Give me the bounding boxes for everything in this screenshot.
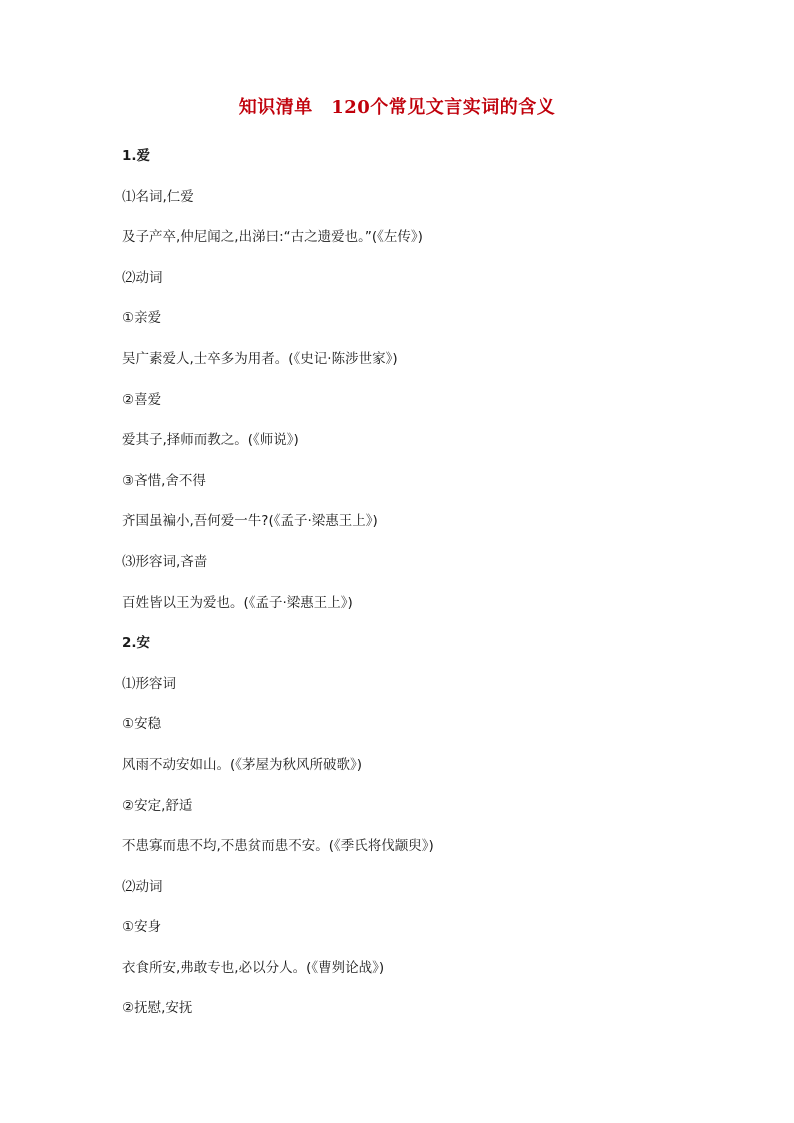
sense-label: ⑵动词 <box>122 878 163 895</box>
entry-heading: 1.爱 <box>122 148 151 164</box>
page-title: 知识清单 120个常见文言实词的含义 <box>238 97 556 118</box>
example-sentence: 风雨不动安如山。(《茅屋为秋风所破歌》) <box>122 756 363 773</box>
sense-label: ①安稳 <box>122 716 162 733</box>
example-sentence: 爱其子,择师而教之。(《师说》) <box>122 432 299 449</box>
sense-label: ⑶形容词,吝啬 <box>122 553 208 570</box>
example-sentence: 及子产卒,仲尼闻之,出涕曰:“古之遗爱也。”(《左传》) <box>122 229 423 246</box>
example-sentence: 百姓皆以王为爱也。(《孟子·梁惠王上》) <box>122 594 353 611</box>
example-sentence: 衣食所安,弗敢专也,必以分人。(《曹刿论战》) <box>122 959 385 976</box>
example-sentence: 吴广素爱人,士卒多为用者。(《史记·陈涉世家》) <box>122 350 398 367</box>
sense-label: ⑴形容词 <box>122 675 176 692</box>
sense-label: ⑴名词,仁爱 <box>122 188 194 205</box>
sense-label: ③吝惜,舍不得 <box>122 472 206 489</box>
sense-label: ①亲爱 <box>122 310 162 327</box>
sense-label: ②安定,舒适 <box>122 797 193 814</box>
sense-label: ①安身 <box>122 919 162 936</box>
entry-heading: 2.安 <box>122 635 151 652</box>
sense-label: ②喜爱 <box>122 391 162 408</box>
example-sentence: 不患寡而患不均,不患贫而患不安。(《季氏将伐颛臾》) <box>122 838 434 855</box>
document-body <box>122 144 682 1037</box>
example-sentence: 齐国虽褊小,吾何爱一牛?(《孟子·梁惠王上》) <box>122 513 378 530</box>
sense-label: ②抚慰,安抚 <box>122 1000 193 1017</box>
sense-label: ⑵动词 <box>122 269 163 286</box>
